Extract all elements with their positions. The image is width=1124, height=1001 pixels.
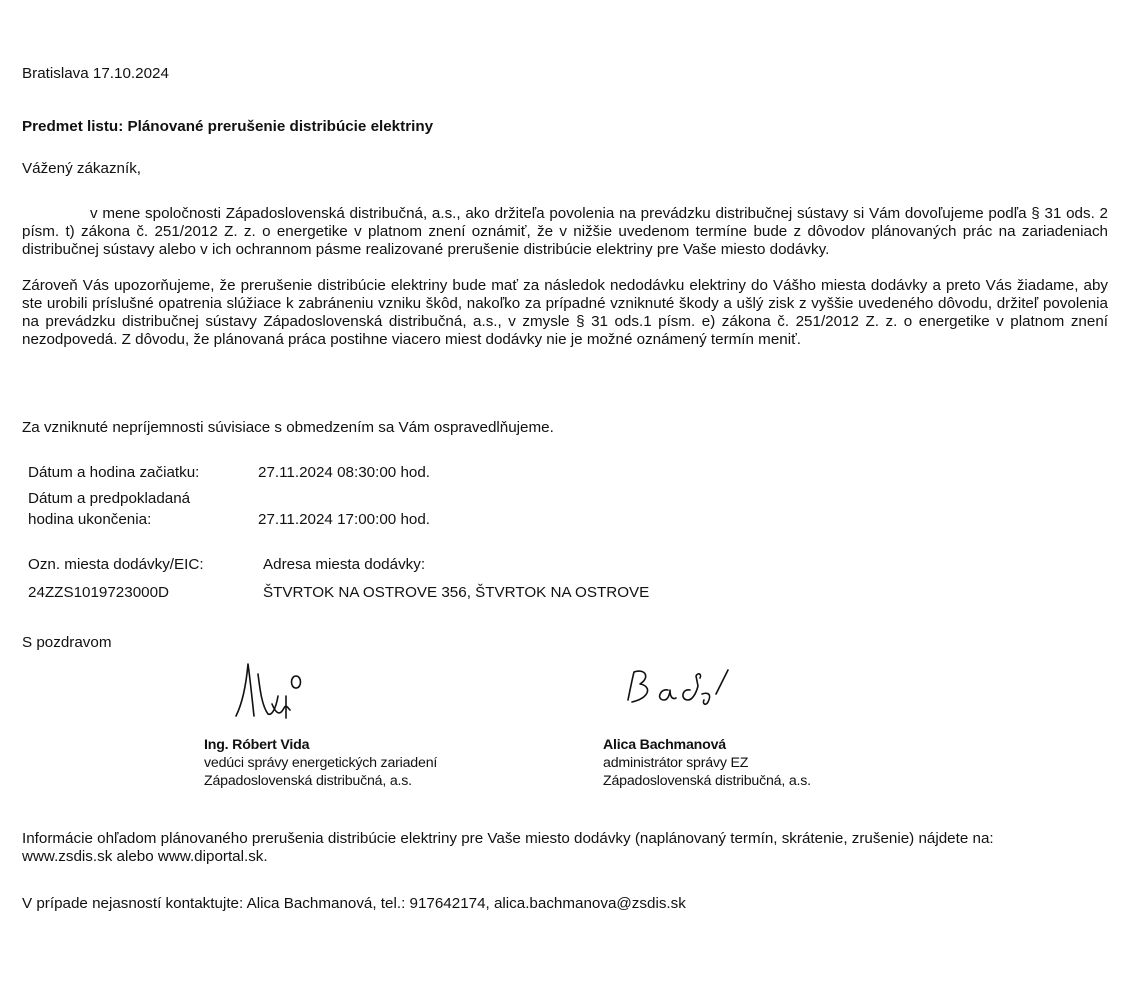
signatory-bachmanova-name: Alica Bachmanová: [603, 737, 726, 753]
signature-bachmanova: [618, 664, 748, 710]
signatory-vida-company: Západoslovenská distribučná, a.s.: [204, 773, 412, 789]
body-paragraph-notice: v mene spoločnosti Západoslovenská distribučná, a.s., ako držiteľa povolenia na prevádzku distribučnej sústavy si Vám dovoľujeme podľa § 31 ods. 2 písm. t) zákona č. 251/2012 Z. z. o energetike v platnom znení oznámiť, že v nižšie uvedenom termíne bude z dôvodov plánovaných prác na zariadeniach distribučnej sústavy alebo v ich ochrannom pásme realizované prerušenie distribúcie elektriny pre Vaše miesto dodávky.: [22, 205, 1108, 258]
start-value: 27.11.2024 08:30:00 hod.: [258, 464, 431, 481]
apology-line: Za vzniknuté nepríjemnosti súvisiace s obmedzením sa Vám ospravedlňujeme.: [22, 419, 554, 436]
end-label-line1: Dátum a predpokladaná: [28, 490, 191, 507]
address-value: ŠTVRTOK NA OSTROVE 356, ŠTVRTOK NA OSTROVE: [263, 584, 650, 601]
signatory-bachmanova-position: administrátor správy EZ: [603, 755, 749, 771]
closing: S pozdravom: [22, 634, 112, 651]
signatory-vida-block: [204, 736, 437, 790]
contact-line: V prípade nejasností kontaktujte: Alica Bachmanová, tel.: 917642174, alica.bachmanova@zsdis.sk: [22, 895, 686, 912]
eic-label: Ozn. miesta dodávky/EIC:: [28, 556, 204, 573]
signatory-bachmanova-company: Západoslovenská distribučná, a.s.: [603, 773, 811, 789]
signatory-bachmanova-block: [603, 736, 811, 790]
signatory-vida-name: Ing. Róbert Vida: [204, 737, 310, 753]
place-date: Bratislava 17.10.2024: [22, 65, 169, 82]
info-paragraph: Informácie ohľadom plánovaného prerušenia distribúcie elektriny pre Vaše miesto dodávky (naplánovaný termín, skrátenie, zrušenie) nájdete na: www.zsdis.sk alebo www.diportal.sk.: [22, 830, 994, 865]
signatory-vida-position: vedúci správy energetických zariadení: [204, 755, 438, 771]
address-label: Adresa miesta dodávky:: [263, 556, 426, 573]
body-paragraph-warning: Zároveň Vás upozorňujeme, že prerušenie distribúcie elektriny bude mať za následok nedodávku elektriny do Vášho miesta dodávky a preto Vás žiadame, aby ste urobili príslušné opatrenia slúžiace k zabráneniu vzniku škôd, nakoľko za prípadné vzniknuté škody a ušlý zisk z vyššie uvedeného dôvodu, držiteľ povolenia na prevádzku distribučnej sústavy Západoslovenská distribučná, a.s., v zmysle § 31 ods.1 písm. e) zákona č. 251/2012 Z. z. o energetike v platnom znení nezodpovedá. Z dôvodu, že plánovaná práca postihne viacero miest dodávky nie je možné oznámený termín meniť.: [22, 277, 1108, 348]
end-label-line2: hodina ukončenia:: [28, 511, 152, 528]
subject-line: Predmet listu: Plánované prerušenie distribúcie elektriny: [22, 118, 434, 135]
eic-value: 24ZZS1019723000D: [28, 584, 170, 601]
salutation: Vážený zákazník,: [22, 160, 142, 177]
signature-vida: [228, 656, 308, 722]
end-value: 27.11.2024 17:00:00 hod.: [258, 511, 431, 528]
start-label: Dátum a hodina začiatku:: [28, 464, 200, 481]
